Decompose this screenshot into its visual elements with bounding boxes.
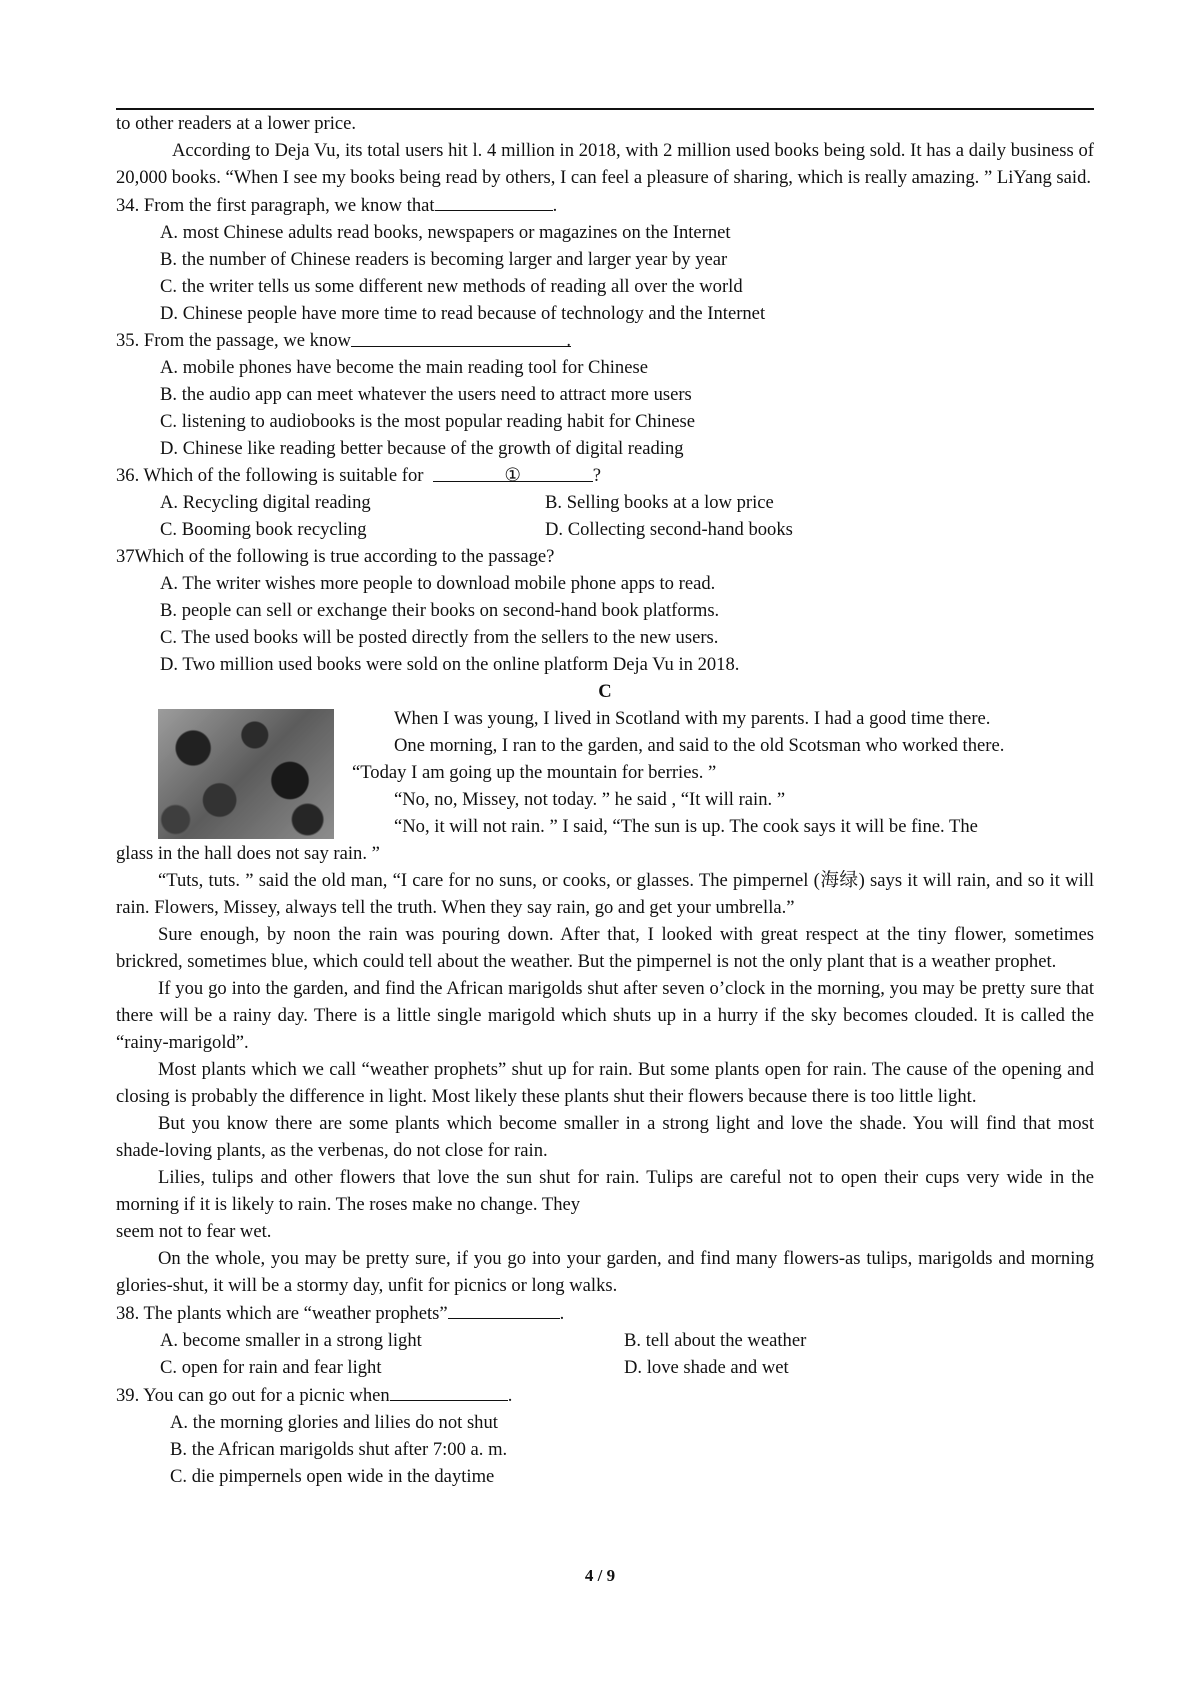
question-39: 39. You can go out for a picnic when . bbox=[116, 1381, 1094, 1409]
options-36-row-1 bbox=[116, 489, 1094, 516]
paragraph-lilies: Lilies, tulips and other flowers that love the sun shut for rain. Tulips are careful not to open their cups very wide in the morning if it is likely to rain. The roses make no change. They bbox=[116, 1167, 1094, 1215]
story-line-2: One morning, I ran to the garden, and said to the old Scotsman who worked there. bbox=[394, 735, 1005, 756]
option-34-b: B. the number of Chinese readers is becoming larger and larger year by year bbox=[160, 249, 728, 270]
options-38-row-1 bbox=[116, 1327, 1094, 1354]
option-36-c: C. Booming book recycling bbox=[160, 519, 367, 540]
option-39-a: A. the morning glories and lilies do not shut bbox=[170, 1412, 498, 1433]
option-35-d: D. Chinese like reading better because of the growth of digital reading bbox=[160, 438, 684, 459]
paragraph-sure: Sure enough, by noon the rain was pouring down. After that, I looked with great respect at the tiny flower, sometimes brickred, sometimes blue, which could tell about the weather. But the pimpernel is not the only plant that is a weather prophet. bbox=[116, 924, 1094, 972]
option-38-a: A. become smaller in a strong light bbox=[160, 1330, 422, 1351]
story-line-3: “Today I am going up the mountain for berries. ” bbox=[352, 762, 717, 783]
section-c-heading: C bbox=[598, 681, 612, 702]
question-36-stem: 36. Which of the following is suitable for bbox=[116, 465, 424, 486]
option-34-c: C. the writer tells us some different new methods of reading all over the world bbox=[160, 276, 743, 297]
option-39-c: C. die pimpernels open wide in the daytime bbox=[170, 1466, 495, 1487]
option-37-b: B. people can sell or exchange their books on second-hand book platforms. bbox=[160, 600, 720, 621]
question-37-stem: 37Which of the following is true according to the passage? bbox=[116, 546, 555, 567]
paragraph-shade: But you know there are some plants which become smaller in a strong light and love the shade. You will find that most shade-loving plants, as the verbenas, do not close for rain. bbox=[116, 1113, 1094, 1161]
story-line-6: glass in the hall does not say rain. ” bbox=[116, 843, 380, 864]
option-35-b: B. the audio app can meet whatever the users need to attract more users bbox=[160, 384, 692, 405]
paragraph-marigold: If you go into the garden, and find the African marigolds shut after seven o’clock in the morning, you may be pretty sure that there will be a rainy day. There is a little single marigold which shuts up in a hurry if the sky becomes clouded. It is called the “rainy-marigold”. bbox=[116, 978, 1094, 1053]
question-35-stem: 35. From the passage, we know bbox=[116, 330, 351, 351]
page-content bbox=[116, 110, 1094, 1490]
paragraph-whole: On the whole, you may be pretty sure, if you go into your garden, and find many flowers-as tulips, marigolds and morning glories-shut, it will be a stormy day, unfit for picnics or long walks. bbox=[116, 1248, 1094, 1296]
flower-photo-image bbox=[158, 709, 334, 839]
story-line-1: When I was young, I lived in Scotland with my parents. I had a good time there. bbox=[394, 708, 991, 729]
option-39-b: B. the African marigolds shut after 7:00 a. m. bbox=[170, 1439, 508, 1460]
answer-blank-38[interactable] bbox=[448, 1299, 560, 1319]
option-35-c: C. listening to audiobooks is the most popular reading habit for Chinese bbox=[160, 411, 696, 432]
paragraph-lilies-end: seem not to fear wet. bbox=[116, 1221, 272, 1242]
option-36-a: A. Recycling digital reading bbox=[160, 492, 371, 513]
option-35-a: A. mobile phones have become the main reading tool for Chinese bbox=[160, 357, 648, 378]
question-36: 36. Which of the following is suitable for ① ? bbox=[116, 462, 1094, 489]
option-34-d: D. Chinese people have more time to read because of technology and the Internet bbox=[160, 303, 766, 324]
options-38-row-2 bbox=[116, 1354, 1094, 1381]
question-34: 34. From the first paragraph, we know that . bbox=[116, 191, 1094, 219]
story-line-4: “No, no, Missey, not today. ” he said , “It will rain. ” bbox=[394, 789, 786, 810]
question-35 bbox=[116, 327, 1094, 354]
options-36-row-2 bbox=[116, 516, 1094, 543]
question-34-stem: 34. From the first paragraph, we know that bbox=[116, 195, 435, 216]
question-38-stem: 38. The plants which are “weather prophets” bbox=[116, 1303, 448, 1324]
paragraph-deja-vu: According to Deja Vu, its total users hit l. 4 million in 2018, with 2 million used books being sold. It has a daily business of 20,000 books. “When I see my books being read by others, I can feel a pleasure of sharing, which is really amazing. ” LiYang said. bbox=[116, 140, 1094, 188]
option-34-a: A. most Chinese adults read books, newspapers or magazines on the Internet bbox=[160, 222, 731, 243]
story-line-5: “No, it will not rain. ” I said, “The sun is up. The cook says it will be fine. The bbox=[394, 816, 978, 837]
lead-line: to other readers at a lower price. bbox=[116, 113, 357, 134]
option-37-c: C. The used books will be posted directly from the sellers to the new users. bbox=[160, 627, 719, 648]
paragraph-tuts: “Tuts, tuts. ” said the old man, “I care for no suns, or cooks, or glasses. The pimpernel (海绿) says it will rain, and so it will rain. Flowers, Missey, always tell the truth. When they say rain, go and get your umbrella.” bbox=[116, 870, 1094, 918]
story-intro bbox=[116, 705, 1094, 867]
option-38-d: D. love shade and wet bbox=[624, 1357, 789, 1378]
option-38-c: C. open for rain and fear light bbox=[160, 1357, 382, 1378]
option-36-d: D. Collecting second-hand books bbox=[545, 519, 793, 540]
answer-blank-34[interactable] bbox=[435, 191, 553, 211]
paragraph-most: Most plants which we call “weather prophets” shut up for rain. But some plants open for rain. The cause of the opening and closing is probably the difference in light. Most likely these plants shut their flowers because there is too little light. bbox=[116, 1059, 1094, 1107]
question-39-stem: 39. You can go out for a picnic when bbox=[116, 1385, 390, 1406]
page-number: 4 / 9 bbox=[584, 1566, 616, 1585]
answer-blank-39[interactable] bbox=[390, 1381, 508, 1401]
option-36-b: B. Selling books at a low price bbox=[545, 492, 774, 513]
option-38-b: B. tell about the weather bbox=[624, 1330, 807, 1351]
answer-blank-35[interactable]: . bbox=[351, 327, 571, 347]
option-37-a: A. The writer wishes more people to download mobile phone apps to read. bbox=[160, 573, 716, 594]
answer-blank-36[interactable]: ① bbox=[433, 462, 593, 482]
question-38: 38. The plants which are “weather prophets” . bbox=[116, 1299, 1094, 1327]
option-37-d: D. Two million used books were sold on the online platform Deja Vu in 2018. bbox=[160, 654, 740, 675]
